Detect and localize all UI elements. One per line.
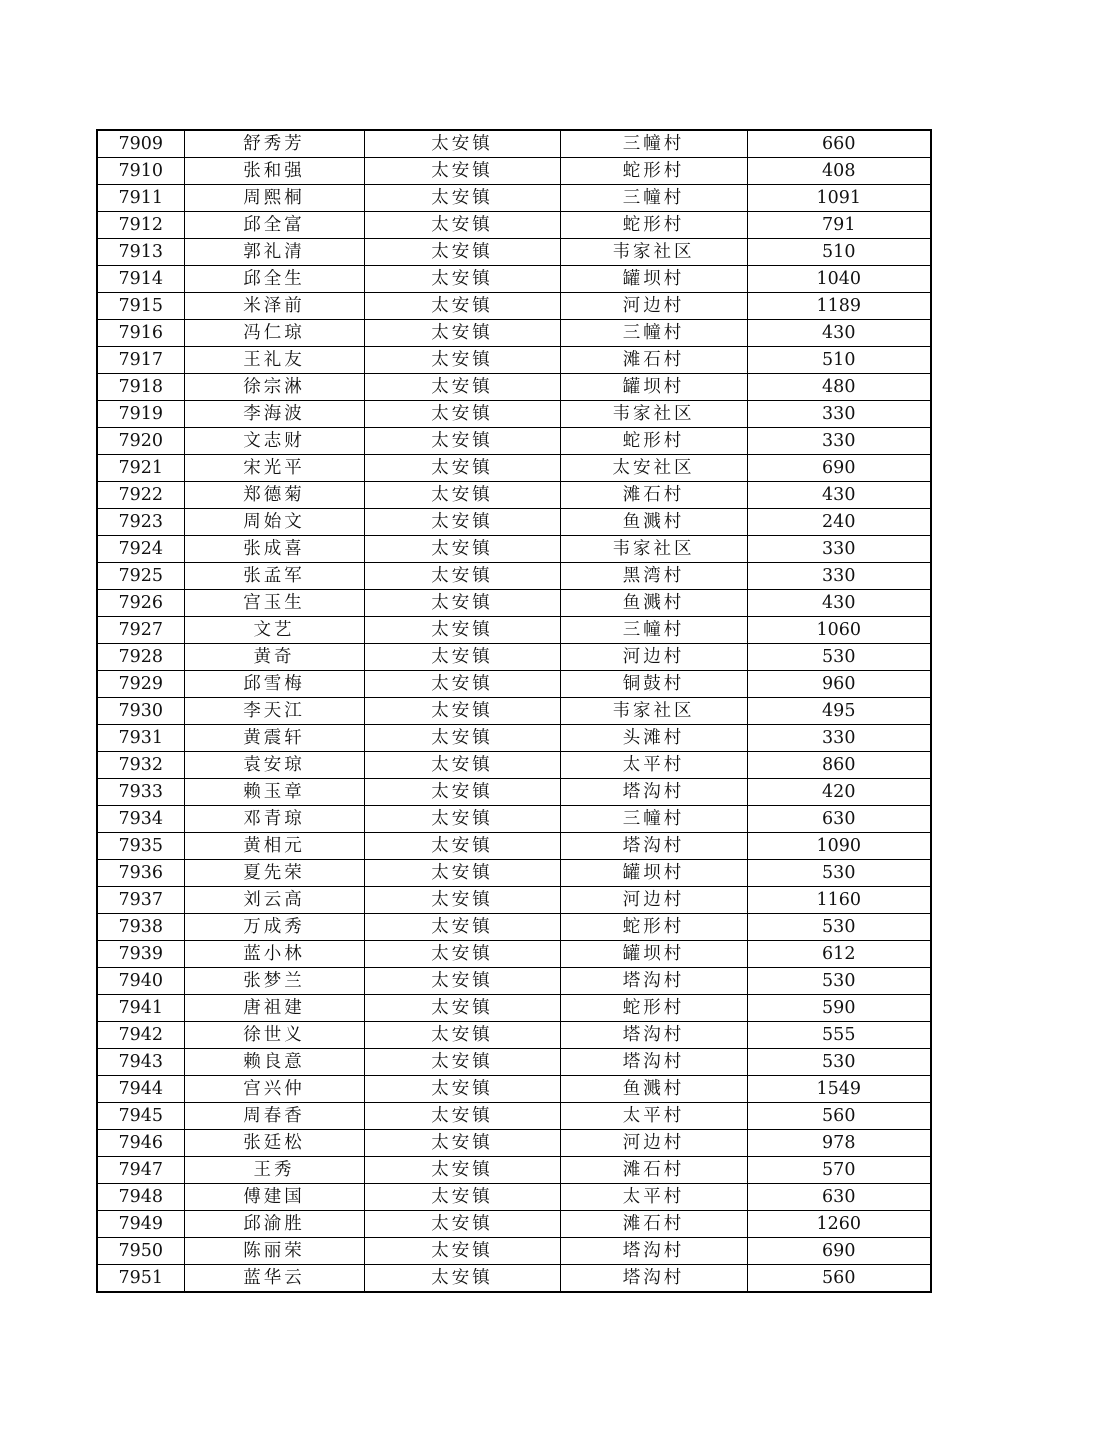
table-row <box>97 725 931 752</box>
cell-town: 太安镇 <box>364 185 560 212</box>
cell-amount: 420 <box>747 779 931 806</box>
cell-town: 太安镇 <box>364 130 560 158</box>
cell-village: 太安社区 <box>560 455 747 482</box>
cell-amount: 590 <box>747 995 931 1022</box>
table-row <box>97 1184 931 1211</box>
cell-name: 周始文 <box>184 509 364 536</box>
cell-id: 7910 <box>97 158 184 185</box>
cell-name: 唐祖建 <box>184 995 364 1022</box>
cell-village: 滩石村 <box>560 1157 747 1184</box>
cell-id: 7935 <box>97 833 184 860</box>
table-row <box>97 671 931 698</box>
cell-amount: 530 <box>747 1049 931 1076</box>
cell-name: 刘云高 <box>184 887 364 914</box>
cell-town: 太安镇 <box>364 914 560 941</box>
cell-town: 太安镇 <box>364 1211 560 1238</box>
cell-id: 7941 <box>97 995 184 1022</box>
cell-amount: 1189 <box>747 293 931 320</box>
table-row <box>97 752 931 779</box>
cell-town: 太安镇 <box>364 590 560 617</box>
cell-village: 三幢村 <box>560 617 747 644</box>
cell-town: 太安镇 <box>364 455 560 482</box>
cell-id: 7926 <box>97 590 184 617</box>
cell-amount: 530 <box>747 914 931 941</box>
cell-name: 徐世义 <box>184 1022 364 1049</box>
cell-amount: 570 <box>747 1157 931 1184</box>
cell-town: 太安镇 <box>364 374 560 401</box>
cell-name: 黄相元 <box>184 833 364 860</box>
cell-amount: 530 <box>747 968 931 995</box>
cell-town: 太安镇 <box>364 536 560 563</box>
table-row <box>97 779 931 806</box>
cell-town: 太安镇 <box>364 698 560 725</box>
cell-id: 7933 <box>97 779 184 806</box>
cell-town: 太安镇 <box>364 509 560 536</box>
cell-id: 7932 <box>97 752 184 779</box>
table-row <box>97 941 931 968</box>
cell-village: 韦家社区 <box>560 239 747 266</box>
table-body <box>97 130 931 1292</box>
table-row <box>97 401 931 428</box>
data-table <box>96 129 932 1293</box>
cell-id: 7947 <box>97 1157 184 1184</box>
cell-village: 罐坝村 <box>560 266 747 293</box>
cell-amount: 612 <box>747 941 931 968</box>
cell-village: 韦家社区 <box>560 698 747 725</box>
cell-id: 7937 <box>97 887 184 914</box>
cell-name: 郑德菊 <box>184 482 364 509</box>
table-row <box>97 239 931 266</box>
table-row <box>97 1103 931 1130</box>
cell-town: 太安镇 <box>364 266 560 293</box>
cell-name: 徐宗淋 <box>184 374 364 401</box>
table-row <box>97 347 931 374</box>
cell-village: 蛇形村 <box>560 914 747 941</box>
cell-id: 7925 <box>97 563 184 590</box>
cell-id: 7942 <box>97 1022 184 1049</box>
cell-town: 太安镇 <box>364 401 560 428</box>
table-row <box>97 644 931 671</box>
cell-name: 邱雪梅 <box>184 671 364 698</box>
cell-village: 塔沟村 <box>560 1022 747 1049</box>
cell-id: 7909 <box>97 130 184 158</box>
cell-village: 河边村 <box>560 1130 747 1157</box>
cell-name: 张和强 <box>184 158 364 185</box>
cell-id: 7929 <box>97 671 184 698</box>
cell-name: 文艺 <box>184 617 364 644</box>
cell-town: 太安镇 <box>364 428 560 455</box>
cell-amount: 1549 <box>747 1076 931 1103</box>
cell-name: 宫玉生 <box>184 590 364 617</box>
cell-town: 太安镇 <box>364 644 560 671</box>
cell-town: 太安镇 <box>364 482 560 509</box>
table-row <box>97 1238 931 1265</box>
cell-amount: 630 <box>747 806 931 833</box>
cell-town: 太安镇 <box>364 968 560 995</box>
cell-town: 太安镇 <box>364 1157 560 1184</box>
cell-name: 张梦兰 <box>184 968 364 995</box>
cell-village: 蛇形村 <box>560 995 747 1022</box>
cell-town: 太安镇 <box>364 1238 560 1265</box>
cell-town: 太安镇 <box>364 1265 560 1293</box>
cell-name: 万成秀 <box>184 914 364 941</box>
cell-id: 7944 <box>97 1076 184 1103</box>
cell-village: 塔沟村 <box>560 1265 747 1293</box>
cell-name: 邱渝胜 <box>184 1211 364 1238</box>
cell-name: 宫兴仲 <box>184 1076 364 1103</box>
cell-name: 傅建国 <box>184 1184 364 1211</box>
cell-village: 鱼溅村 <box>560 509 747 536</box>
cell-id: 7914 <box>97 266 184 293</box>
table-row <box>97 130 931 158</box>
table-row <box>97 455 931 482</box>
table-row <box>97 1265 931 1293</box>
table-row <box>97 887 931 914</box>
cell-id: 7919 <box>97 401 184 428</box>
cell-amount: 560 <box>747 1103 931 1130</box>
cell-town: 太安镇 <box>364 671 560 698</box>
cell-village: 铜鼓村 <box>560 671 747 698</box>
cell-amount: 330 <box>747 401 931 428</box>
cell-amount: 510 <box>747 239 931 266</box>
cell-name: 袁安琼 <box>184 752 364 779</box>
cell-town: 太安镇 <box>364 995 560 1022</box>
table-row <box>97 617 931 644</box>
cell-town: 太安镇 <box>364 860 560 887</box>
cell-name: 赖良意 <box>184 1049 364 1076</box>
cell-amount: 791 <box>747 212 931 239</box>
cell-id: 7949 <box>97 1211 184 1238</box>
table-row <box>97 1022 931 1049</box>
cell-id: 7946 <box>97 1130 184 1157</box>
cell-id: 7950 <box>97 1238 184 1265</box>
cell-name: 黄奇 <box>184 644 364 671</box>
table-row <box>97 482 931 509</box>
cell-village: 罐坝村 <box>560 941 747 968</box>
cell-town: 太安镇 <box>364 158 560 185</box>
table-row <box>97 698 931 725</box>
cell-amount: 330 <box>747 725 931 752</box>
cell-id: 7913 <box>97 239 184 266</box>
cell-name: 周熙桐 <box>184 185 364 212</box>
table-row <box>97 1157 931 1184</box>
cell-town: 太安镇 <box>364 563 560 590</box>
cell-id: 7928 <box>97 644 184 671</box>
cell-amount: 430 <box>747 320 931 347</box>
cell-town: 太安镇 <box>364 320 560 347</box>
cell-name: 陈丽荣 <box>184 1238 364 1265</box>
cell-id: 7938 <box>97 914 184 941</box>
cell-name: 王秀 <box>184 1157 364 1184</box>
cell-town: 太安镇 <box>364 1076 560 1103</box>
cell-id: 7920 <box>97 428 184 455</box>
cell-amount: 480 <box>747 374 931 401</box>
cell-amount: 530 <box>747 860 931 887</box>
table-row <box>97 428 931 455</box>
cell-amount: 960 <box>747 671 931 698</box>
table-row <box>97 1130 931 1157</box>
table-row <box>97 995 931 1022</box>
table-row <box>97 590 931 617</box>
cell-amount: 660 <box>747 130 931 158</box>
cell-name: 邱全富 <box>184 212 364 239</box>
cell-id: 7924 <box>97 536 184 563</box>
cell-village: 塔沟村 <box>560 833 747 860</box>
cell-amount: 1060 <box>747 617 931 644</box>
cell-village: 黑湾村 <box>560 563 747 590</box>
table-row <box>97 806 931 833</box>
cell-town: 太安镇 <box>364 1022 560 1049</box>
cell-village: 韦家社区 <box>560 401 747 428</box>
cell-village: 三幢村 <box>560 185 747 212</box>
cell-id: 7931 <box>97 725 184 752</box>
cell-amount: 530 <box>747 644 931 671</box>
cell-amount: 690 <box>747 455 931 482</box>
cell-id: 7951 <box>97 1265 184 1293</box>
cell-name: 张孟军 <box>184 563 364 590</box>
cell-id: 7943 <box>97 1049 184 1076</box>
table-row <box>97 185 931 212</box>
cell-village: 头滩村 <box>560 725 747 752</box>
cell-id: 7912 <box>97 212 184 239</box>
table-row <box>97 320 931 347</box>
cell-amount: 1091 <box>747 185 931 212</box>
cell-amount: 240 <box>747 509 931 536</box>
cell-name: 夏先荣 <box>184 860 364 887</box>
cell-town: 太安镇 <box>364 1103 560 1130</box>
cell-id: 7939 <box>97 941 184 968</box>
cell-name: 蓝小林 <box>184 941 364 968</box>
cell-town: 太安镇 <box>364 293 560 320</box>
cell-village: 塔沟村 <box>560 1238 747 1265</box>
cell-town: 太安镇 <box>364 833 560 860</box>
cell-amount: 330 <box>747 563 931 590</box>
cell-village: 河边村 <box>560 293 747 320</box>
cell-village: 河边村 <box>560 644 747 671</box>
cell-id: 7930 <box>97 698 184 725</box>
cell-village: 鱼溅村 <box>560 1076 747 1103</box>
table-row <box>97 536 931 563</box>
cell-name: 周春香 <box>184 1103 364 1130</box>
cell-id: 7923 <box>97 509 184 536</box>
table-row <box>97 374 931 401</box>
cell-name: 黄震轩 <box>184 725 364 752</box>
cell-village: 鱼溅村 <box>560 590 747 617</box>
table-row <box>97 293 931 320</box>
table-row <box>97 1076 931 1103</box>
cell-village: 塔沟村 <box>560 968 747 995</box>
cell-town: 太安镇 <box>364 752 560 779</box>
table-row <box>97 833 931 860</box>
cell-id: 7917 <box>97 347 184 374</box>
cell-amount: 430 <box>747 590 931 617</box>
cell-town: 太安镇 <box>364 725 560 752</box>
cell-village: 蛇形村 <box>560 158 747 185</box>
cell-name: 李天江 <box>184 698 364 725</box>
cell-name: 冯仁琼 <box>184 320 364 347</box>
cell-village: 罐坝村 <box>560 374 747 401</box>
cell-village: 蛇形村 <box>560 428 747 455</box>
cell-id: 7922 <box>97 482 184 509</box>
cell-town: 太安镇 <box>364 806 560 833</box>
cell-town: 太安镇 <box>364 1049 560 1076</box>
table-row <box>97 212 931 239</box>
cell-village: 塔沟村 <box>560 779 747 806</box>
cell-town: 太安镇 <box>364 887 560 914</box>
cell-amount: 1090 <box>747 833 931 860</box>
table-row <box>97 563 931 590</box>
cell-id: 7940 <box>97 968 184 995</box>
cell-name: 蓝华云 <box>184 1265 364 1293</box>
cell-amount: 495 <box>747 698 931 725</box>
cell-name: 张廷松 <box>184 1130 364 1157</box>
table-row <box>97 1211 931 1238</box>
cell-name: 郭礼清 <box>184 239 364 266</box>
cell-amount: 860 <box>747 752 931 779</box>
cell-amount: 555 <box>747 1022 931 1049</box>
cell-village: 河边村 <box>560 887 747 914</box>
cell-amount: 978 <box>747 1130 931 1157</box>
cell-amount: 408 <box>747 158 931 185</box>
cell-town: 太安镇 <box>364 1184 560 1211</box>
cell-id: 7916 <box>97 320 184 347</box>
cell-village: 三幢村 <box>560 130 747 158</box>
cell-id: 7934 <box>97 806 184 833</box>
cell-name: 赖玉章 <box>184 779 364 806</box>
cell-id: 7927 <box>97 617 184 644</box>
cell-town: 太安镇 <box>364 941 560 968</box>
cell-village: 太平村 <box>560 752 747 779</box>
cell-amount: 560 <box>747 1265 931 1293</box>
cell-amount: 1160 <box>747 887 931 914</box>
cell-id: 7936 <box>97 860 184 887</box>
cell-town: 太安镇 <box>364 212 560 239</box>
cell-name: 舒秀芳 <box>184 130 364 158</box>
cell-amount: 630 <box>747 1184 931 1211</box>
cell-town: 太安镇 <box>364 347 560 374</box>
cell-name: 邱全生 <box>184 266 364 293</box>
cell-village: 滩石村 <box>560 347 747 374</box>
cell-village: 塔沟村 <box>560 1049 747 1076</box>
cell-amount: 330 <box>747 536 931 563</box>
cell-amount: 1260 <box>747 1211 931 1238</box>
cell-village: 韦家社区 <box>560 536 747 563</box>
cell-name: 李海波 <box>184 401 364 428</box>
table-row <box>97 266 931 293</box>
cell-name: 王礼友 <box>184 347 364 374</box>
table-row <box>97 914 931 941</box>
cell-amount: 690 <box>747 1238 931 1265</box>
cell-id: 7911 <box>97 185 184 212</box>
cell-name: 宋光平 <box>184 455 364 482</box>
cell-id: 7948 <box>97 1184 184 1211</box>
cell-village: 太平村 <box>560 1103 747 1130</box>
cell-id: 7945 <box>97 1103 184 1130</box>
cell-village: 蛇形村 <box>560 212 747 239</box>
cell-amount: 1040 <box>747 266 931 293</box>
cell-name: 张成喜 <box>184 536 364 563</box>
cell-amount: 330 <box>747 428 931 455</box>
cell-name: 文志财 <box>184 428 364 455</box>
table-row <box>97 860 931 887</box>
cell-village: 罐坝村 <box>560 860 747 887</box>
cell-town: 太安镇 <box>364 239 560 266</box>
table-row <box>97 158 931 185</box>
cell-town: 太安镇 <box>364 779 560 806</box>
cell-village: 滩石村 <box>560 1211 747 1238</box>
cell-id: 7918 <box>97 374 184 401</box>
cell-amount: 510 <box>747 347 931 374</box>
cell-village: 三幢村 <box>560 320 747 347</box>
cell-id: 7921 <box>97 455 184 482</box>
cell-town: 太安镇 <box>364 617 560 644</box>
cell-village: 太平村 <box>560 1184 747 1211</box>
cell-amount: 430 <box>747 482 931 509</box>
table-row <box>97 509 931 536</box>
cell-id: 7915 <box>97 293 184 320</box>
cell-name: 米泽前 <box>184 293 364 320</box>
table-row <box>97 1049 931 1076</box>
table-row <box>97 968 931 995</box>
cell-town: 太安镇 <box>364 1130 560 1157</box>
cell-name: 邓青琼 <box>184 806 364 833</box>
cell-village: 滩石村 <box>560 482 747 509</box>
cell-village: 三幢村 <box>560 806 747 833</box>
